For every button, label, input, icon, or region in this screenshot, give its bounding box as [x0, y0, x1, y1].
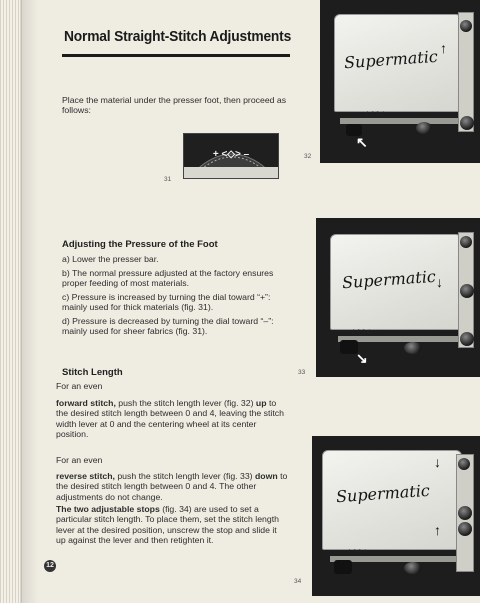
arrow-up-icon: ↖	[356, 134, 368, 150]
fig34-number: 34	[294, 578, 302, 585]
intro-text: Place the material under the presser foot, then proceed as follows:	[62, 95, 287, 116]
pressure-heading: Adjusting the Pressure of the Foot	[62, 239, 218, 250]
reverse-mid: push the stitch length lever (fig. 33)	[114, 471, 255, 481]
stops-paragraph	[56, 504, 288, 546]
stops-bold: The two adjustable stops	[56, 504, 160, 514]
page-title: Normal Straight-Stitch Adjustments	[64, 28, 292, 45]
pressure-item-c: c) Pressure is increased by turning the dial toward “+”: mainly used for thick materials (fig. 31).	[62, 292, 271, 313]
forward-mid: push the stitch length lever (fig. 32)	[115, 398, 256, 408]
knob-icon	[458, 506, 472, 520]
stitch-heading: Stitch Length	[62, 367, 123, 378]
fig31-number: 31	[164, 176, 172, 183]
reverse-rest: to the desired stitch length between 0 and 4. The other adjustments do not change.	[56, 471, 288, 502]
knob-icon	[404, 562, 422, 574]
knob-icon	[460, 116, 474, 130]
fig32-number: 32	[304, 153, 312, 160]
arrow-up-icon: ↑	[434, 522, 441, 538]
forward-paragraph	[56, 398, 288, 440]
stops-rest: (fig. 34) are used to set a particular stitch length. To place them, set the stitch length lever at the desired position, unscrew the stop and slide it up against the lever and then retighten it.	[56, 504, 279, 546]
pressure-item-d: d) Pressure is decreased by turning the dial toward “–”: mainly used for sheer fabrics (fig. 31).	[62, 316, 274, 337]
fig32-photo	[320, 0, 480, 163]
brand-logo: Supermatic	[335, 480, 431, 507]
arrow-up-icon: ↑	[440, 40, 447, 56]
knob-icon	[404, 342, 422, 354]
arrow-down-icon: ↘	[356, 350, 368, 366]
page-edge-stack	[0, 0, 22, 603]
knob-icon	[416, 122, 432, 134]
reverse-bold: reverse stitch,	[56, 471, 115, 481]
page-number: 12	[44, 560, 56, 572]
knob-icon	[460, 332, 474, 346]
forward-rest: to the desired stitch length between 0 and 4, leaving the stitch width lever at 0 and the centering wheel at its center position.	[56, 398, 284, 440]
forward-up: up	[255, 398, 267, 408]
reverse-intro: For an even	[56, 455, 103, 465]
pressure-item-a: a) Lower the presser bar.	[62, 254, 159, 264]
reverse-down: down	[254, 471, 278, 481]
knob-icon	[460, 236, 472, 248]
knob-icon	[460, 20, 472, 32]
fig31-pressure-dial	[183, 133, 279, 179]
fig33-number: 33	[298, 369, 306, 376]
forward-intro: For an even	[56, 381, 103, 391]
pressure-item-b: b) The normal pressure adjusted at the factory ensures proper feeding of most materials.	[62, 268, 274, 289]
knob-icon	[460, 284, 474, 298]
knob-icon	[458, 522, 472, 536]
arrow-down-icon: ↓	[434, 454, 441, 470]
stitch-lever	[334, 560, 352, 574]
knob-icon	[458, 458, 470, 470]
title-rule	[62, 54, 290, 57]
length-scale: 1 2 3 4	[348, 550, 367, 556]
binding-shadow	[20, 0, 38, 603]
brand-logo: Supermatic	[343, 46, 439, 73]
length-scale: 1 2 3 4	[352, 330, 371, 336]
arrow-down-icon: ↓	[436, 274, 443, 290]
brand-logo: Supermatic	[341, 266, 437, 293]
dial-label: + <◇> –	[212, 149, 250, 160]
fig34-photo	[312, 436, 480, 596]
dial-base	[184, 167, 278, 179]
fig33-photo	[316, 218, 480, 377]
forward-bold: forward stitch,	[56, 398, 116, 408]
reverse-paragraph	[56, 471, 288, 502]
length-scale: 1 2 3 4	[366, 112, 385, 118]
